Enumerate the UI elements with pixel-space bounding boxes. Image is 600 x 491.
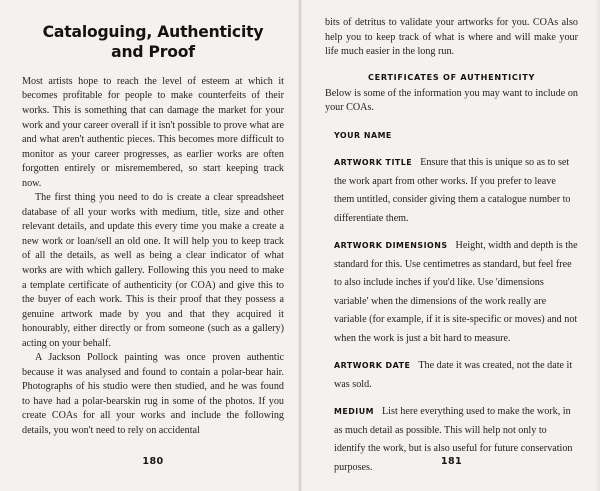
list-item [334, 355, 578, 392]
field-label: YOUR NAME [334, 130, 392, 140]
right-page [300, 0, 600, 491]
left-paragraph-3: A Jackson Pollock painting was once proven authentic because it was analysed and found to contain a polar-bear hair. Photographs of his studio were then studied, and he was found to have had a polar-bearskin rug in some of the photos. If you create COAs for all your works and include the following details, you won't need to rely on accidental [22, 352, 284, 437]
field-label: ARTWORK DIMENSIONS [334, 241, 448, 251]
chapter-title: Cataloguing, Authenticity and Proof [42, 23, 264, 61]
field-label: MEDIUM [334, 407, 374, 417]
page-number-left: 180 [142, 456, 164, 467]
list-item [334, 235, 578, 346]
left-paragraph-1: Most artists hope to reach the level of esteem at which it becomes profitable for people to make counterfeits of their works. This is something that can damage the market for your work and your career overall if it isn't possible to prove what are and what aren't authentic pieces. This becomes more difficult to monitor as your career progresses, as earlier works are often forgotten entirely or misremembered, so start keeping track now. [22, 75, 284, 189]
left-page-content [22, 0, 284, 491]
section-intro-paragraph: Below is some of the information you may want to include on your COAs. [325, 87, 578, 114]
field-description: Height, width and depth is the standard for this. Use centimetres as standard, but feel free to also include inches if you'd like. Use 'dimensions variable' when the dimensions of the work really are variable (for example, if it is site-specific or moves) and not when the work is just a bit hard to measure. [334, 240, 578, 344]
coa-field-list [325, 116, 578, 476]
right-continuation-paragraph: bits of detritus to validate your artworks for you. COAs also help you to keep track of what is where and will make your life much easier in the long run. [325, 17, 578, 58]
page-number-right: 181 [440, 456, 463, 467]
list-item [334, 125, 578, 144]
list-item [334, 152, 578, 226]
right-page-content [325, 0, 578, 491]
left-paragraph-2: The first thing you need to do is create a clear spreadsheet database of all your works with medium, title, size and other relevant details, and update this every time you make a create a new work or loan/sell an old one. It will help you to keep track of all the details, as well as being a clear indicator of what works are with which gallery. Following this you need to make a template certificate of authenticity (or COA) and give this to the buyer of each work. This is their proof that they possess a genuine artwork made by you and that they acquired it honourably, either directly or from someone (such as a gallery) acting on your behalf. [22, 192, 284, 349]
page-gutter [298, 0, 302, 491]
section-heading-certificates: CERTIFICATES OF AUTHENTICITY [367, 71, 536, 82]
field-label: ARTWORK TITLE [334, 158, 413, 168]
field-description: Ensure that this is unique so as to set the work apart from other works. If you prefer to leave them untitled, consider giving them a catalogue number to differentiate them. [334, 157, 571, 224]
field-label: ARTWORK DATE [334, 361, 411, 371]
field-description: The date it was created, not the date it was sold. [334, 360, 573, 390]
field-description: List here everything used to make the work, in as much detail as possible. This will help not only to identify the work, but is also useful for future conservation purposes. [334, 406, 573, 473]
